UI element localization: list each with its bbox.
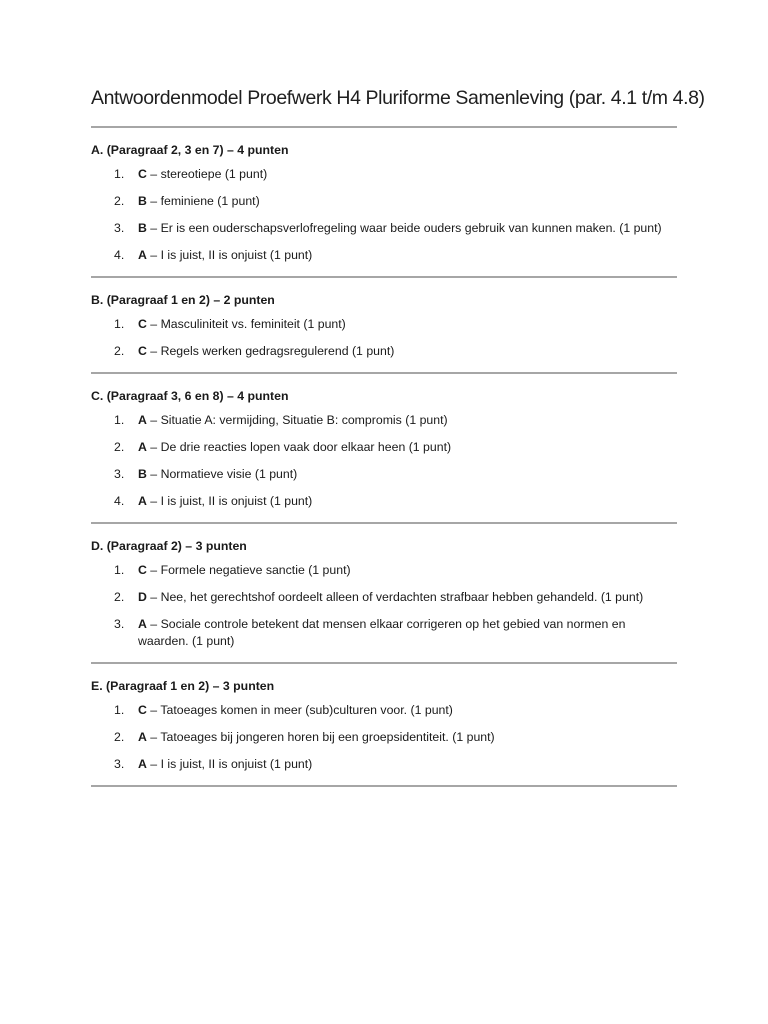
- answer-item: [91, 616, 677, 650]
- answer-text: – Situatie A: vermijding, Situatie B: compromis (1 punt): [146, 413, 448, 427]
- answer-number: 2.: [114, 730, 125, 744]
- answer-text: – Formele negatieve sanctie (1 punt): [146, 563, 351, 577]
- answer-list: [91, 702, 677, 773]
- answer-number: 1.: [114, 167, 125, 181]
- divider: [91, 785, 677, 787]
- answer-letter: A: [138, 440, 147, 454]
- answer-item: [91, 562, 677, 579]
- answer-text: – I is juist, II is onjuist (1 punt): [146, 248, 313, 262]
- answer-number: 3.: [114, 467, 125, 481]
- answer-letter: C: [138, 317, 147, 331]
- answer-letter: A: [138, 494, 147, 508]
- answer-item: [91, 466, 677, 483]
- section-heading: C. (Paragraaf 3, 6 en 8) – 4 punten: [91, 389, 289, 403]
- answer-text: – De drie reacties lopen vaak door elkaar heen (1 punt): [146, 440, 452, 454]
- answer-list: [91, 412, 677, 510]
- answer-text: – Regels werken gedragsregulerend (1 punt): [146, 344, 395, 358]
- answer-text: – Nee, het gerechtshof oordeelt alleen of verdachten strafbaar hebben gehandeld. (1 punt): [146, 590, 644, 604]
- answer-item: [91, 493, 677, 510]
- answer-letter: A: [138, 757, 147, 771]
- answer-section: [91, 374, 677, 522]
- answer-letter: C: [138, 563, 147, 577]
- answer-number: 4.: [114, 248, 125, 262]
- answer-letter: C: [138, 167, 147, 181]
- answer-item: [91, 247, 677, 264]
- answer-text: – Normatieve visie (1 punt): [146, 467, 298, 481]
- answer-list: [91, 316, 677, 360]
- answer-item: [91, 412, 677, 429]
- answer-text: – Sociale controle betekent dat mensen elkaar corrigeren op het gebied van normen en waarden. (1 punt): [138, 617, 626, 648]
- answer-letter: A: [138, 617, 147, 631]
- answer-number: 3.: [114, 757, 125, 771]
- document-title: Antwoordenmodel Proefwerk H4 Pluriforme Samenleving (par. 4.1 t/m 4.8): [91, 87, 705, 109]
- answer-letter: D: [138, 590, 147, 604]
- answer-number: 3.: [114, 617, 125, 631]
- answer-letter: C: [138, 344, 147, 358]
- answer-item: [91, 702, 677, 719]
- answer-text: – Tatoeages komen in meer (sub)culturen voor. (1 punt): [146, 703, 453, 717]
- answer-letter: B: [138, 221, 147, 235]
- answer-item: [91, 729, 677, 746]
- answer-item: [91, 589, 677, 606]
- section-heading: A. (Paragraaf 2, 3 en 7) – 4 punten: [91, 143, 289, 157]
- answer-list: [91, 562, 677, 650]
- answer-item: [91, 166, 677, 183]
- answer-number: 1.: [114, 703, 125, 717]
- answer-item: [91, 316, 677, 333]
- answer-number: 2.: [114, 194, 125, 208]
- answer-letter: B: [138, 467, 147, 481]
- answer-text: – Tatoeages bij jongeren horen bij een groepsidentiteit. (1 punt): [146, 730, 495, 744]
- answer-number: 1.: [114, 413, 125, 427]
- sections-container: [91, 128, 677, 787]
- answer-text: – I is juist, II is onjuist (1 punt): [146, 757, 313, 771]
- answer-number: 3.: [114, 221, 125, 235]
- answer-list: [91, 166, 677, 264]
- answer-number: 1.: [114, 563, 125, 577]
- answer-text: – stereotiepe (1 punt): [146, 167, 268, 181]
- answer-section: [91, 664, 677, 785]
- answer-number: 2.: [114, 590, 125, 604]
- answer-text: – feminiene (1 punt): [146, 194, 260, 208]
- answer-section: [91, 524, 677, 662]
- section-heading: E. (Paragraaf 1 en 2) – 3 punten: [91, 679, 275, 693]
- section-heading: D. (Paragraaf 2) – 3 punten: [91, 539, 247, 553]
- answer-text: – Masculiniteit vs. feminiteit (1 punt): [146, 317, 346, 331]
- answer-text: – Er is een ouderschapsverlofregeling waar beide ouders gebruik van kunnen maken. (1 punt): [146, 221, 662, 235]
- answer-number: 4.: [114, 494, 125, 508]
- answer-letter: B: [138, 194, 147, 208]
- answer-letter: A: [138, 730, 147, 744]
- section-heading: B. (Paragraaf 1 en 2) – 2 punten: [91, 293, 275, 307]
- answer-letter: C: [138, 703, 147, 717]
- answer-letter: A: [138, 413, 147, 427]
- answer-section: [91, 128, 677, 276]
- answer-item: [91, 193, 677, 210]
- answer-item: [91, 756, 677, 773]
- answer-letter: A: [138, 248, 147, 262]
- answer-item: [91, 220, 677, 237]
- answer-number: 2.: [114, 440, 125, 454]
- answer-number: 1.: [114, 317, 125, 331]
- answer-section: [91, 278, 677, 372]
- answer-text: – I is juist, II is onjuist (1 punt): [146, 494, 313, 508]
- document-page: [91, 84, 705, 787]
- answer-item: [91, 343, 677, 360]
- answer-item: [91, 439, 677, 456]
- answer-number: 2.: [114, 344, 125, 358]
